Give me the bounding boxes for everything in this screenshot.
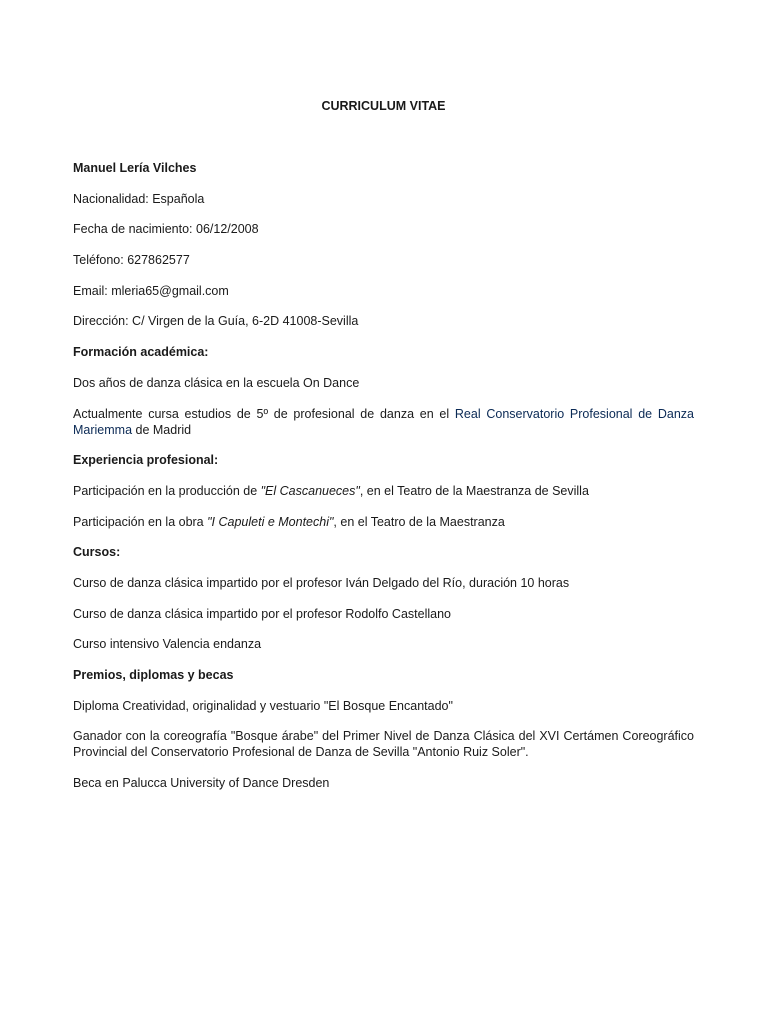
award-item: Ganador con la coreografía "Bosque árabe" del Primer Nivel de Danza Clásica del XVI Certámen Coreográfico Provincial del Conservatorio Profesional de Danza de Sevilla "Antonio Ruiz Soler". <box>73 729 694 760</box>
education-heading: Formación académica: <box>73 345 209 360</box>
education-item-text: Actualmente cursa estudios de 5º de profesional de danza en el <box>73 406 455 421</box>
experience-item-text: Participación en la producción de <box>73 483 261 498</box>
education-item: Dos años de danza clásica en la escuela On Dance <box>73 375 360 390</box>
award-item: Beca en Palucca University of Dance Dresden <box>73 776 330 791</box>
award-item: Diploma Creatividad, originalidad y vestuario "El Bosque Encantado" <box>73 698 453 713</box>
nationality: Nacionalidad: Española <box>73 191 205 206</box>
person-name: Manuel Lería Vilches <box>73 161 197 175</box>
courses-heading: Cursos: <box>73 545 121 560</box>
experience-item-text: Participación en la obra <box>73 514 208 529</box>
email: Email: mleria65@gmail.com <box>73 283 229 298</box>
phone: Teléfono: 627862577 <box>73 253 190 268</box>
experience-item <box>73 514 694 530</box>
course-item: Curso de danza clásica impartido por el profesor Rodolfo Castellano <box>73 606 451 621</box>
course-item: Curso de danza clásica impartido por el profesor Iván Delgado del Río, duración 10 horas <box>73 575 570 590</box>
document-body <box>73 98 694 806</box>
birth-date: Fecha de nacimiento: 06/12/2008 <box>73 222 259 237</box>
experience-item-text: , en el Teatro de la Maestranza de Sevilla <box>359 483 589 498</box>
address: Dirección: C/ Virgen de la Guía, 6-2D 41008-Sevilla <box>73 314 359 329</box>
experience-item <box>73 483 694 499</box>
education-item <box>73 406 694 438</box>
course-item: Curso intensivo Valencia endanza <box>73 637 262 652</box>
document-title: CURRICULUM VITAE <box>321 99 446 113</box>
awards-heading: Premios, diplomas y becas <box>73 668 234 682</box>
education-item-text: de Madrid <box>132 422 192 437</box>
experience-heading: Experiencia profesional: <box>73 453 219 468</box>
work-title: "I Capuleti e Montechi" <box>207 514 334 529</box>
work-title: "El Cascanueces" <box>260 483 360 498</box>
experience-item-text: , en el Teatro de la Maestranza <box>333 514 505 529</box>
conservatory-link[interactable]: Real Conservatorio Profesional de Danza Mariemma <box>73 406 694 437</box>
